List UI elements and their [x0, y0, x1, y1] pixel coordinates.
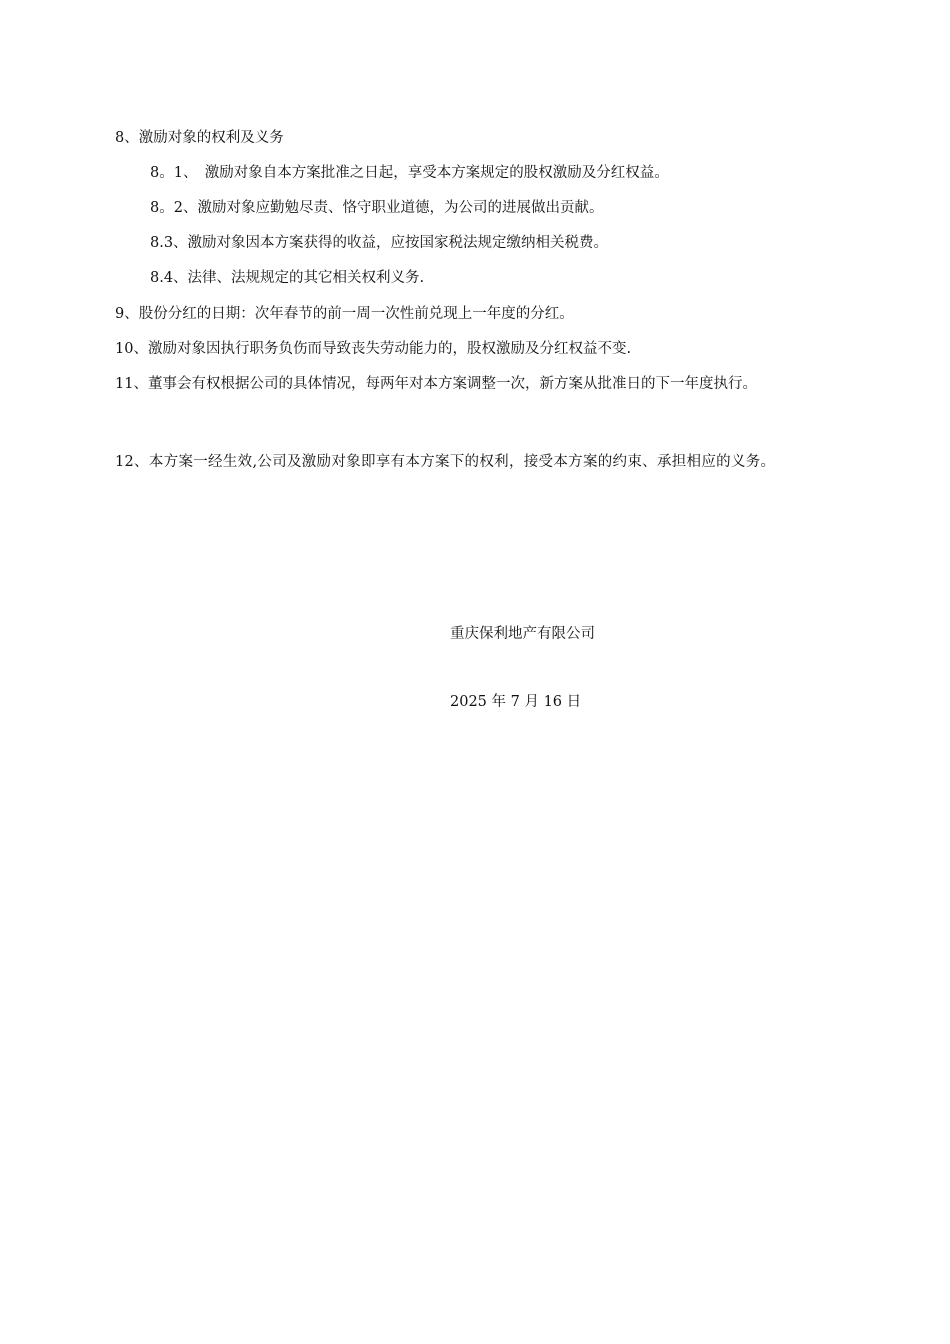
item-8-1: 8。1、 激励对象自本方案批准之日起，享受本方案规定的股权激励及分红权益。 [150, 165, 669, 181]
item-8-2: 8。2、激励对象应勤勉尽责、恪守职业道德，为公司的进展做出贡献。 [150, 200, 604, 216]
item-8-heading: 8、激励对象的权利及义务 [115, 130, 284, 146]
item-8-3: 8.3、激励对象因本方案获得的收益，应按国家税法规定缴纳相关税费。 [150, 235, 609, 251]
item-10: 10、激励对象因执行职务负伤而导致丧失劳动能力的，股权激励及分红权益不变. [115, 341, 632, 357]
item-8-4: 8.4、法律、法规规定的其它相关权利义务. [150, 270, 425, 286]
item-11: 11、董事会有权根据公司的具体情况，每两年对本方案调整一次，新方案从批准日的下一年度执行。 [115, 376, 757, 392]
item-12: 12、本方案一经生效,公司及激励对象即享有本方案下的权利，接受本方案的约束、承担相应的义务。 [115, 454, 776, 470]
item-9: 9、股份分红的日期：次年春节的前一周一次性前兑现上一年度的分红。 [115, 306, 574, 322]
signature-company: 重庆保利地产有限公司 [450, 626, 595, 642]
signature-date: 2025 年 7 月 16 日 [450, 694, 582, 710]
